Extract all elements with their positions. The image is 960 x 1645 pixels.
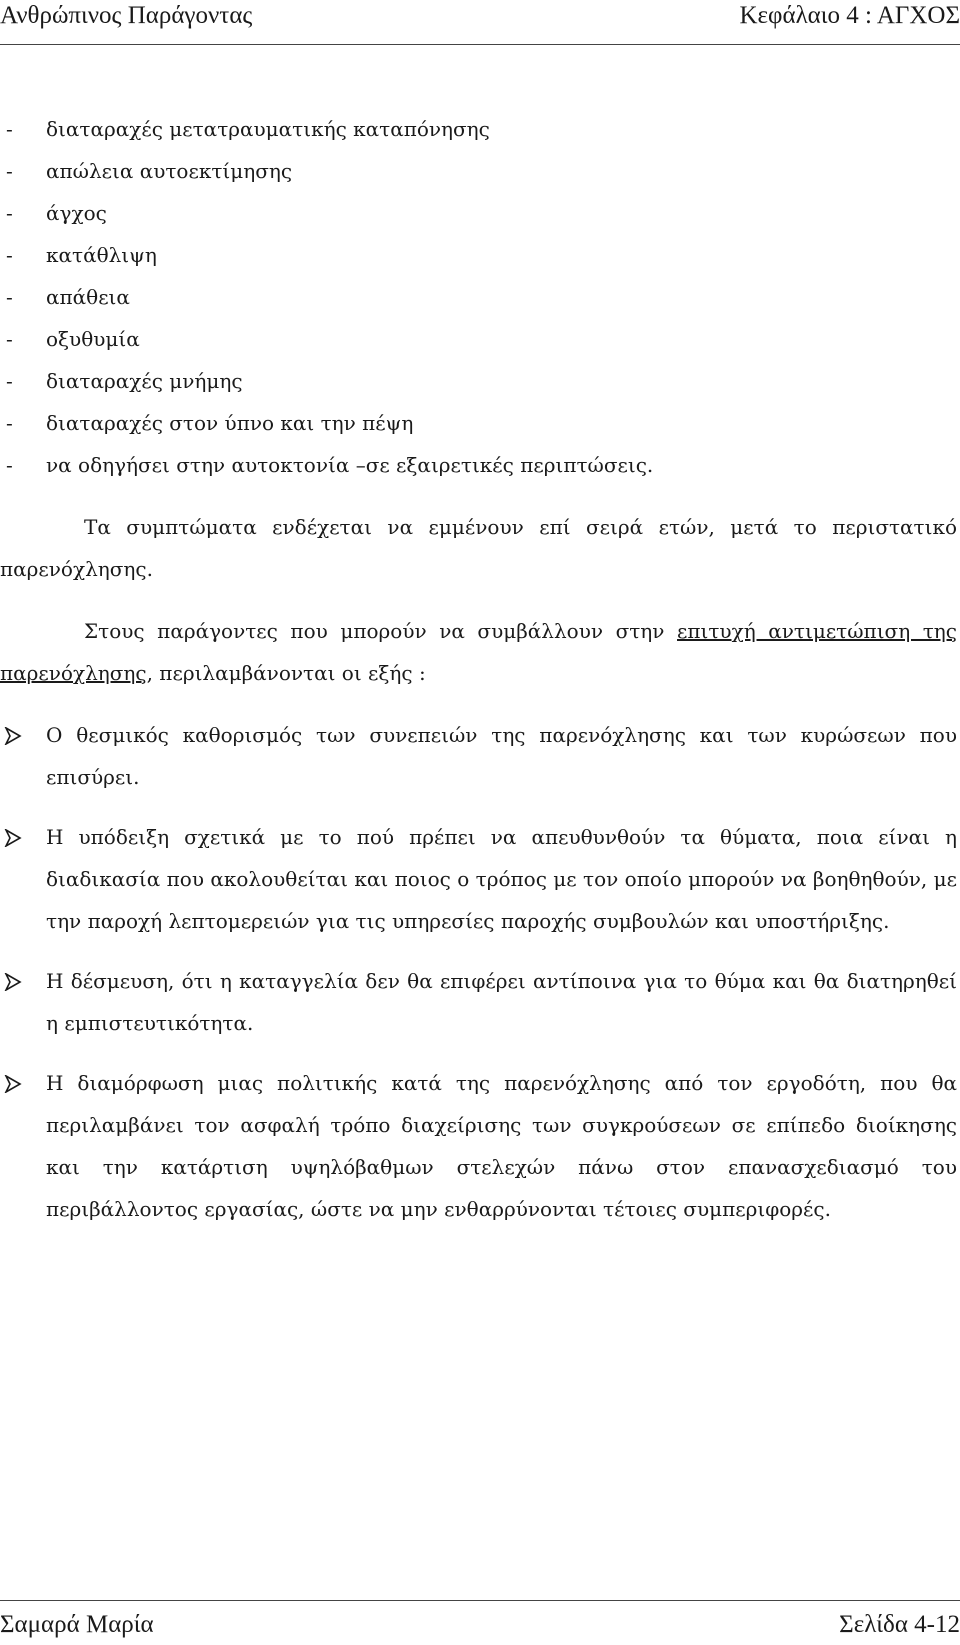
list-item: Η διαμόρφωση μιας πολιτικής κατά της παρενόχλησης από τον εργοδότη, που θα περιλαμβάνει τον ασφαλή τρόπο διαχείρισης των συγκρούσεων σε επίπεδο διοίκησης και την κατάρτιση υψηλόβαθμων στελεχών πάνω στον επανασχεδιασμό του περιβάλλοντος εργασίας, ώστε να μην ενθαρρύνονται τέτοιες συμπεριφορές.	[0, 1062, 957, 1230]
list-item: Η δέσμευση, ότι η καταγγελία δεν θα επιφέρει αντίποινα για το θύμα και θα διατηρηθεί η εμπιστευτικότητα.	[0, 960, 957, 1044]
dash-marker: -	[6, 285, 13, 309]
dash-marker: -	[6, 411, 13, 435]
dash-marker: -	[6, 243, 13, 267]
list-item: - διαταραχές μνήμης	[0, 360, 957, 402]
list-item: - διαταραχές στον ύπνο και την πέψη	[0, 402, 957, 444]
header-book-title: Ανθρώπινος Παράγοντας	[0, 2, 253, 29]
list-item: - να οδηγήσει στην αυτοκτονία –σε εξαιρετικές περιπτώσεις.	[0, 444, 957, 486]
list-item: - κατάθλιψη	[0, 234, 957, 276]
list-item: Η υπόδειξη σχετικά με το πού πρέπει να απευθυνθούν τα θύματα, ποια είναι η διαδικασία που ακολουθείται και ποιος ο τρόπος με τον οποίο μπορούν να βοηθηθούν, με την παροχή λεπτομερειών για τις υπηρεσίες παροχής συμβουλών και υποστήριξης.	[0, 816, 957, 942]
paragraph-symptoms-duration: Τα συμπτώματα ενδέχεται να εμμένουν επί σειρά ετών, μετά το περιστατικό παρενόχλησης.	[0, 515, 957, 581]
list-item: - απάθεια	[0, 276, 957, 318]
arrowhead-bullet-icon	[4, 1075, 22, 1093]
page-footer	[0, 1600, 960, 1645]
arrowhead-bullet-icon	[4, 727, 22, 745]
symptoms-list	[0, 108, 957, 486]
header-chapter-title: Κεφάλαιο 4 : ΑΓΧΟΣ	[739, 2, 960, 29]
dash-marker: -	[6, 453, 13, 477]
dash-marker: -	[6, 159, 13, 183]
dash-marker: -	[6, 369, 13, 393]
footer-author: Σαμαρά Μαρία	[0, 1611, 154, 1638]
list-item: Ο θεσμικός καθορισμός των συνεπειών της παρενόχλησης και των κυρώσεων που επισύρει.	[0, 714, 957, 798]
list-item: - απώλεια αυτοεκτίμησης	[0, 150, 957, 192]
dash-marker: -	[6, 117, 13, 141]
arrowhead-bullet-icon	[4, 973, 22, 991]
list-item: - διαταραχές μετατραυματικής καταπόνησης	[0, 108, 957, 150]
dash-marker: -	[6, 327, 13, 351]
list-item: - άγχος	[0, 192, 957, 234]
paragraph-coping-factors: Στους παράγοντες που μπορούν να συμβάλλουν στην επιτυχή αντιμετώπιση της παρενόχλησης, περιλαμβάνονται οι εξής :	[0, 619, 957, 685]
page-header	[0, 0, 960, 45]
footer-page-number: Σελίδα 4-12	[839, 1611, 960, 1638]
coping-factors-list	[0, 714, 957, 1230]
underlined-phrase: επιτυχή αντιμετώπιση της παρενόχλησης	[0, 619, 957, 685]
dash-marker: -	[6, 201, 13, 225]
page-body	[0, 108, 957, 1248]
arrowhead-bullet-icon	[4, 829, 22, 847]
list-item: - οξυθυμία	[0, 318, 957, 360]
